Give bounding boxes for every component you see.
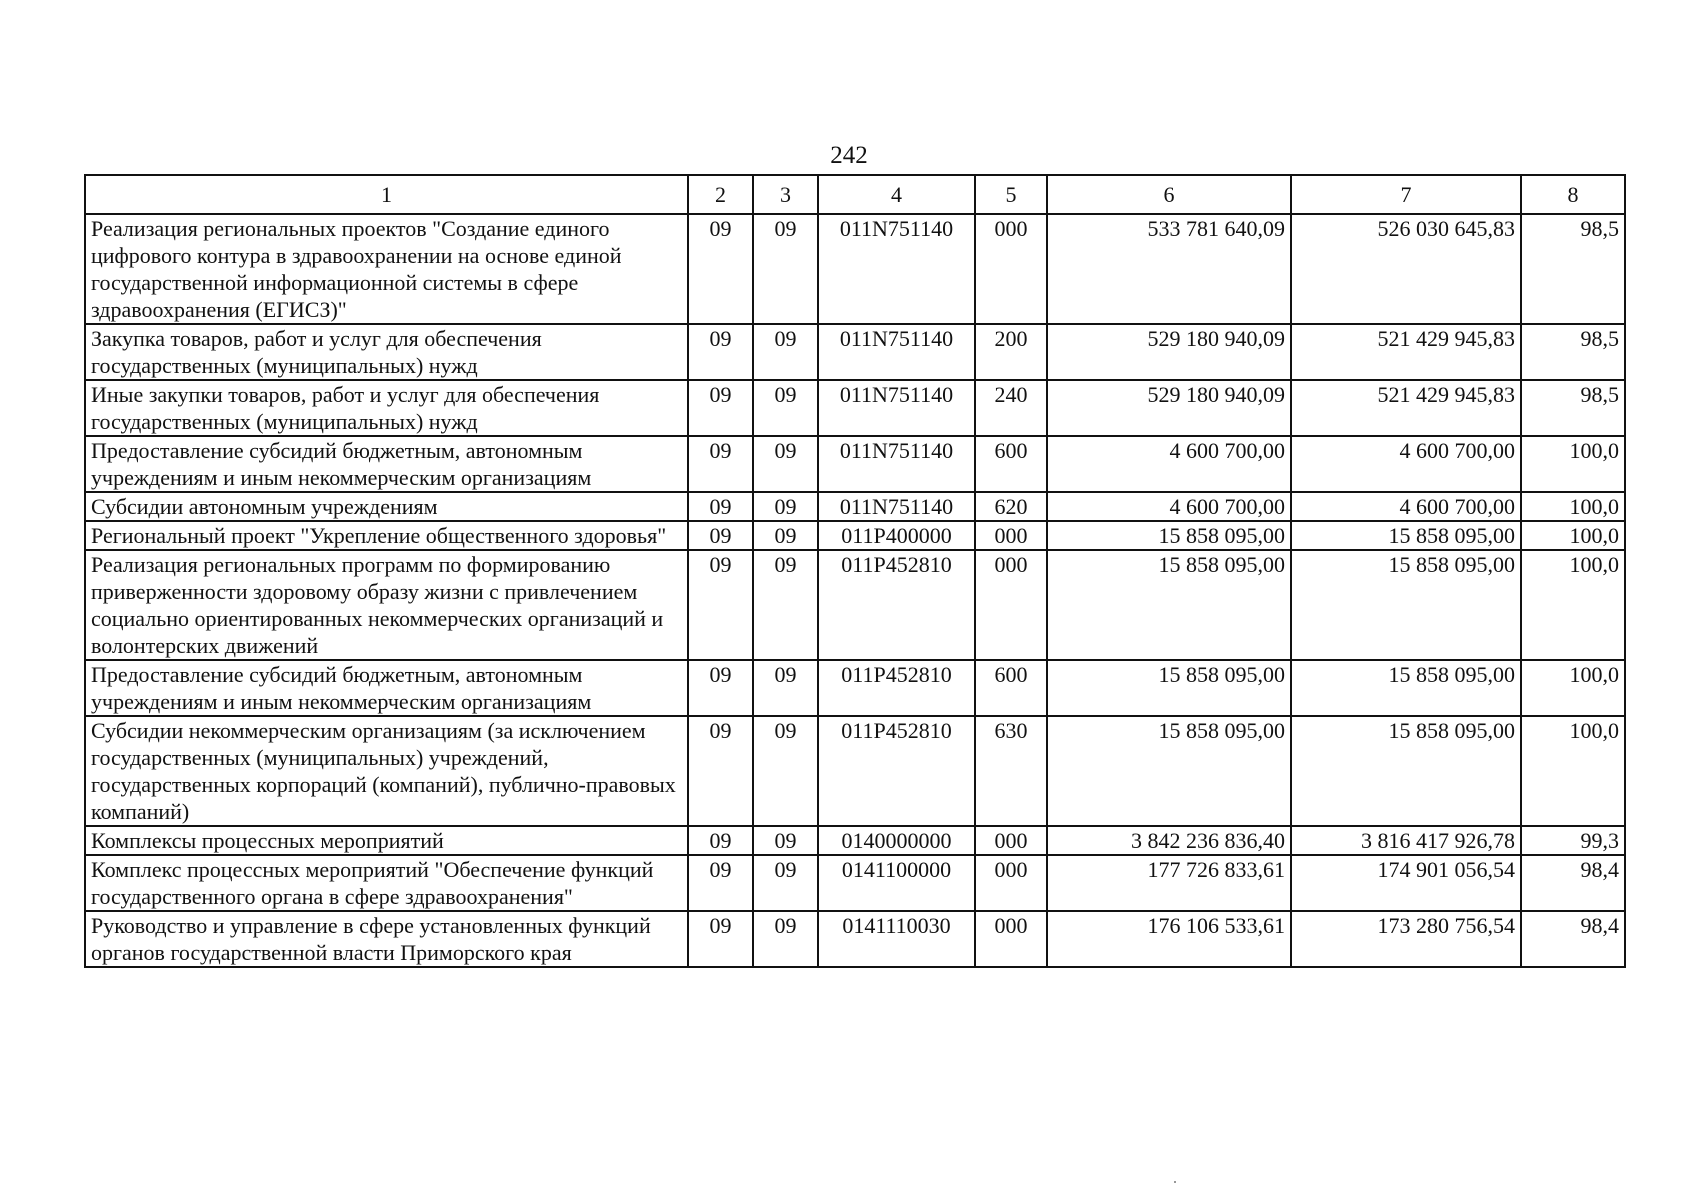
subsection-code: 09 xyxy=(753,855,818,911)
table-row xyxy=(85,492,1625,521)
target-article-code: 0141100000 xyxy=(818,855,975,911)
actual-amount: 3 816 417 926,78 xyxy=(1291,826,1521,855)
row-name: Закупка товаров, работ и услуг для обеспечения государственных (муниципальных) нужд xyxy=(85,324,688,380)
table-row xyxy=(85,716,1625,826)
subsection-code: 09 xyxy=(753,492,818,521)
scan-speck xyxy=(1174,1181,1176,1183)
expense-type-code: 620 xyxy=(975,492,1047,521)
target-article-code: 0140000000 xyxy=(818,826,975,855)
expense-type-code: 600 xyxy=(975,436,1047,492)
target-article-code: 011P452810 xyxy=(818,550,975,660)
execution-percent: 100,0 xyxy=(1521,716,1625,826)
actual-amount: 15 858 095,00 xyxy=(1291,660,1521,716)
column-header: 3 xyxy=(753,175,818,214)
budget-table xyxy=(84,174,1626,968)
section-code: 09 xyxy=(688,826,753,855)
expense-type-code: 200 xyxy=(975,324,1047,380)
target-article-code: 011N751140 xyxy=(818,324,975,380)
target-article-code: 011N751140 xyxy=(818,436,975,492)
row-name: Предоставление субсидий бюджетным, автономным учреждениям и иным некоммерческим организациям xyxy=(85,436,688,492)
subsection-code: 09 xyxy=(753,911,818,967)
execution-percent: 98,5 xyxy=(1521,380,1625,436)
target-article-code: 011P400000 xyxy=(818,521,975,550)
planned-amount: 3 842 236 836,40 xyxy=(1047,826,1291,855)
actual-amount: 521 429 945,83 xyxy=(1291,324,1521,380)
section-code: 09 xyxy=(688,855,753,911)
expense-type-code: 240 xyxy=(975,380,1047,436)
execution-percent: 100,0 xyxy=(1521,550,1625,660)
execution-percent: 98,4 xyxy=(1521,855,1625,911)
actual-amount: 15 858 095,00 xyxy=(1291,521,1521,550)
actual-amount: 521 429 945,83 xyxy=(1291,380,1521,436)
row-name: Предоставление субсидий бюджетным, автономным учреждениям и иным некоммерческим организациям xyxy=(85,660,688,716)
subsection-code: 09 xyxy=(753,380,818,436)
row-name: Руководство и управление в сфере установленных функций органов государственной власти Приморского края xyxy=(85,911,688,967)
table-row xyxy=(85,660,1625,716)
subsection-code: 09 xyxy=(753,660,818,716)
planned-amount: 176 106 533,61 xyxy=(1047,911,1291,967)
section-code: 09 xyxy=(688,716,753,826)
expense-type-code: 000 xyxy=(975,521,1047,550)
row-name: Субсидии некоммерческим организациям (за исключением государственных (муниципальных) учреждений, государственных корпораций (компаний), публично-правовых компаний) xyxy=(85,716,688,826)
subsection-code: 09 xyxy=(753,550,818,660)
expense-type-code: 000 xyxy=(975,550,1047,660)
planned-amount: 529 180 940,09 xyxy=(1047,380,1291,436)
section-code: 09 xyxy=(688,324,753,380)
section-code: 09 xyxy=(688,380,753,436)
section-code: 09 xyxy=(688,492,753,521)
planned-amount: 177 726 833,61 xyxy=(1047,855,1291,911)
actual-amount: 526 030 645,83 xyxy=(1291,214,1521,324)
column-header: 4 xyxy=(818,175,975,214)
section-code: 09 xyxy=(688,214,753,324)
expense-type-code: 000 xyxy=(975,826,1047,855)
expense-type-code: 600 xyxy=(975,660,1047,716)
table-row xyxy=(85,911,1625,967)
subsection-code: 09 xyxy=(753,521,818,550)
row-name: Комплексы процессных мероприятий xyxy=(85,826,688,855)
column-header: 1 xyxy=(85,175,688,214)
expense-type-code: 000 xyxy=(975,911,1047,967)
expense-type-code: 000 xyxy=(975,855,1047,911)
subsection-code: 09 xyxy=(753,214,818,324)
planned-amount: 15 858 095,00 xyxy=(1047,550,1291,660)
actual-amount: 174 901 056,54 xyxy=(1291,855,1521,911)
execution-percent: 100,0 xyxy=(1521,660,1625,716)
expense-type-code: 630 xyxy=(975,716,1047,826)
execution-percent: 98,5 xyxy=(1521,324,1625,380)
actual-amount: 4 600 700,00 xyxy=(1291,492,1521,521)
target-article-code: 011N751140 xyxy=(818,492,975,521)
target-article-code: 011N751140 xyxy=(818,380,975,436)
row-name: Иные закупки товаров, работ и услуг для обеспечения государственных (муниципальных) нужд xyxy=(85,380,688,436)
target-article-code: 011N751140 xyxy=(818,214,975,324)
section-code: 09 xyxy=(688,660,753,716)
planned-amount: 15 858 095,00 xyxy=(1047,660,1291,716)
column-header: 5 xyxy=(975,175,1047,214)
planned-amount: 529 180 940,09 xyxy=(1047,324,1291,380)
row-name: Реализация региональных проектов "Создание единого цифрового контура в здравоохранении на основе единой государственной информационной системы в сфере здравоохранения (ЕГИСЗ)" xyxy=(85,214,688,324)
target-article-code: 0141110030 xyxy=(818,911,975,967)
row-name: Реализация региональных программ по формированию приверженности здоровому образу жизни с привлечением социально ориентированных некоммерческих организаций и волонтерских движений xyxy=(85,550,688,660)
section-code: 09 xyxy=(688,436,753,492)
column-header: 8 xyxy=(1521,175,1625,214)
section-code: 09 xyxy=(688,521,753,550)
planned-amount: 533 781 640,09 xyxy=(1047,214,1291,324)
subsection-code: 09 xyxy=(753,826,818,855)
execution-percent: 98,5 xyxy=(1521,214,1625,324)
planned-amount: 15 858 095,00 xyxy=(1047,521,1291,550)
actual-amount: 173 280 756,54 xyxy=(1291,911,1521,967)
table-row xyxy=(85,436,1625,492)
execution-percent: 100,0 xyxy=(1521,436,1625,492)
table-row xyxy=(85,214,1625,324)
section-code: 09 xyxy=(688,550,753,660)
table-row xyxy=(85,855,1625,911)
table-header-row xyxy=(85,175,1625,214)
planned-amount: 4 600 700,00 xyxy=(1047,436,1291,492)
section-code: 09 xyxy=(688,911,753,967)
row-name: Субсидии автономным учреждениям xyxy=(85,492,688,521)
column-header: 6 xyxy=(1047,175,1291,214)
planned-amount: 4 600 700,00 xyxy=(1047,492,1291,521)
expense-type-code: 000 xyxy=(975,214,1047,324)
target-article-code: 011P452810 xyxy=(818,660,975,716)
actual-amount: 15 858 095,00 xyxy=(1291,550,1521,660)
execution-percent: 100,0 xyxy=(1521,521,1625,550)
row-name: Региональный проект "Укрепление общественного здоровья" xyxy=(85,521,688,550)
execution-percent: 100,0 xyxy=(1521,492,1625,521)
target-article-code: 011P452810 xyxy=(818,716,975,826)
actual-amount: 4 600 700,00 xyxy=(1291,436,1521,492)
subsection-code: 09 xyxy=(753,324,818,380)
table-row xyxy=(85,550,1625,660)
table-row xyxy=(85,521,1625,550)
actual-amount: 15 858 095,00 xyxy=(1291,716,1521,826)
table-row xyxy=(85,380,1625,436)
row-name: Комплекс процессных мероприятий "Обеспечение функций государственного органа в сфере здравоохранения" xyxy=(85,855,688,911)
planned-amount: 15 858 095,00 xyxy=(1047,716,1291,826)
execution-percent: 99,3 xyxy=(1521,826,1625,855)
execution-percent: 98,4 xyxy=(1521,911,1625,967)
column-header: 7 xyxy=(1291,175,1521,214)
column-header: 2 xyxy=(688,175,753,214)
table-row xyxy=(85,324,1625,380)
page-number: 242 xyxy=(830,142,868,169)
table-row xyxy=(85,826,1625,855)
subsection-code: 09 xyxy=(753,716,818,826)
subsection-code: 09 xyxy=(753,436,818,492)
